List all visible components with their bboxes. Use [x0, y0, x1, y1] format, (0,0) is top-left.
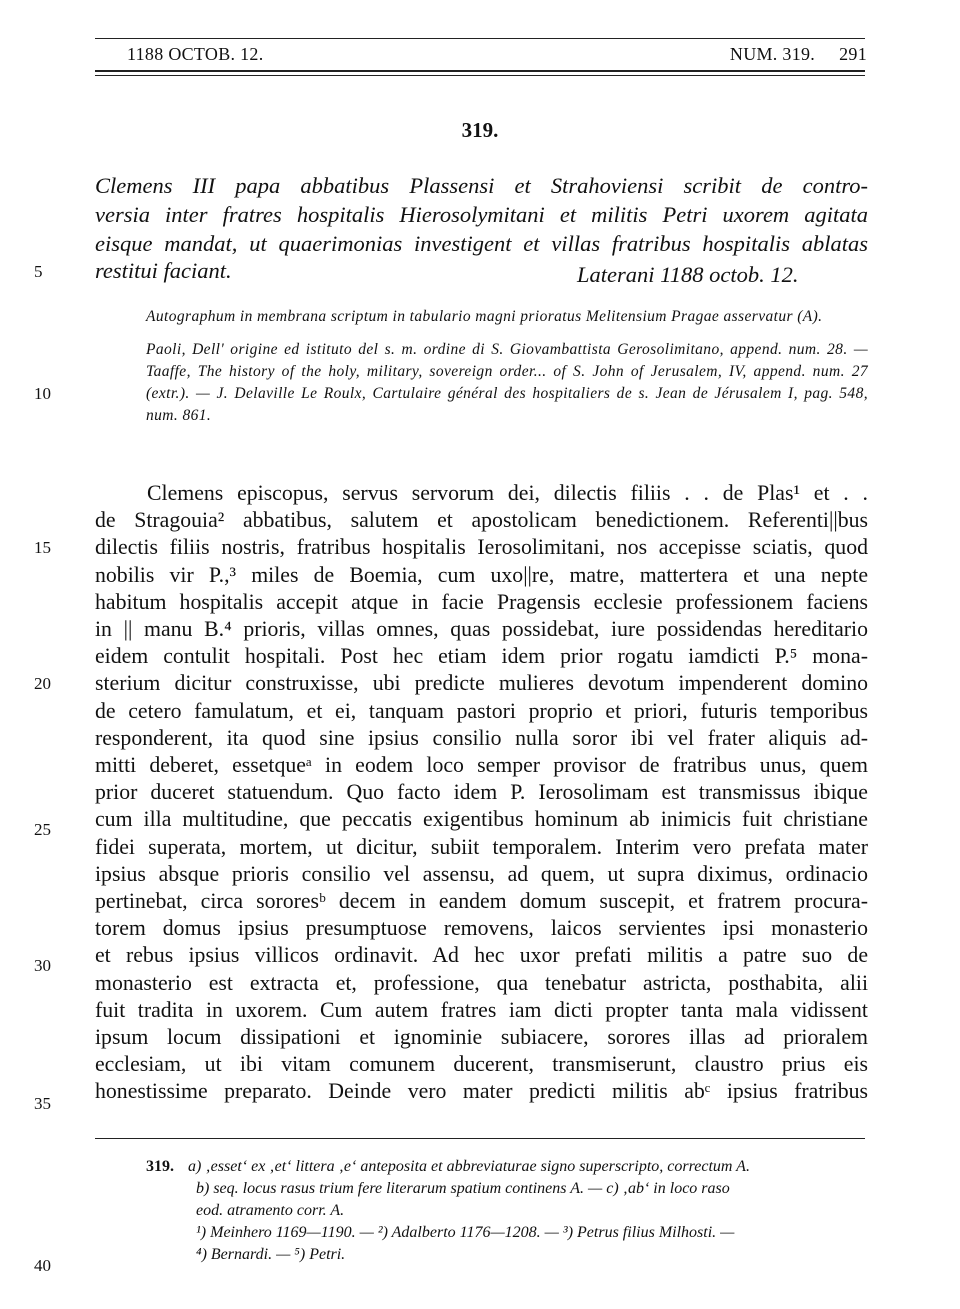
text-line: mitti deberet, essetqueᵃ in eodem loco semper provisor de fratribus unus, quem	[95, 753, 868, 778]
text-line: sterium dicitur construxisse, ubi predicte mulieres devotum impenderent domino	[95, 671, 868, 696]
source-note: Autographum in membrana scriptum in tabulario magni prioratus Melitensium Pragae asservatur (A).	[146, 308, 823, 325]
text-line: eidem contulit hospitali. Post hec etiam idem prior rogatu iamdicti P.⁵ mona-	[95, 644, 868, 669]
footnote-rule	[95, 1138, 865, 1139]
line-number: 5	[34, 262, 43, 281]
text-line: pertinebat, circa sororesᵇ decem in eandem domum suscepit, et fratrem procura-	[95, 889, 868, 914]
text-line: prior duceret statuendum. Quo facto idem P. Ierosolimam est transmissus ibique	[95, 780, 868, 805]
text-line: ipsum locum dissipationi et ignominie subiacere, sorores illas ad prioralem	[95, 1025, 868, 1050]
text-line: responderent, ita quod sine ipsius consilio nulla soror ibi vel frater aliquis ad-	[95, 725, 868, 750]
footnotes	[146, 1156, 868, 1266]
text-line: in || manu B.⁴ prioris, villas omnes, quas possidebat, iure possidendas hereditario	[95, 617, 868, 642]
text-line: torem domus ipsius presumptuose removens, laicos servientes ipsi monasterio	[95, 916, 868, 941]
text-line: dilectis filiis nostris, fratribus hospitalis Ierosolimitani, nos accepisse sciatis, quod	[95, 535, 868, 560]
summary-line: eisque mandat, ut quaerimonias investigent et villas fratribus hospitalis ablatas	[95, 231, 868, 256]
line-number: 40	[34, 1256, 51, 1275]
text-line: ecclesiam, ut ibi vitam comunem ducerent, transmiserunt, claustro prius eis	[95, 1052, 868, 1077]
header-rule-bottom	[95, 70, 865, 72]
summary-final-text: restitui faciant.	[95, 258, 232, 283]
text-line: et rebus ipsius villicos ordinavit. Ad hec uxor prefati militis a patre suo de	[95, 943, 868, 968]
text-line: habitum hospitalis accepit atque in facie Pragensis ecclesie professionem faciens	[95, 589, 868, 614]
footnote-line: b) seq. locus rasus trium fere literarum spatium continens A. — c) ‚ab‘ in loco raso	[196, 1180, 730, 1197]
footnote-text: a) ‚esset‘ ex ‚et‘ littera ‚e‘ anteposita et abbreviaturae signo superscripto, correctum A.	[188, 1158, 750, 1175]
text-line: Clemens episcopus, servus servorum dei, dilectis filiis . . de Plas¹ et . .	[147, 481, 868, 505]
line-number: 35	[34, 1094, 51, 1113]
line-number: 10	[34, 384, 51, 403]
footnote-line: ⁴) Bernardi. — ⁵) Petri.	[196, 1246, 346, 1263]
text-line: ipsius absque prioris consilio vel assensu, ad quem, ut supra diximus, ordinacio	[95, 861, 868, 886]
footnote-line: ¹) Meinhero 1169—1190. — ²) Adalberto 1176—1208. — ³) Petrus filius Milhosti. —	[196, 1224, 735, 1241]
text-line: de Stragouia² abbatibus, salutem et apostolicam benedictionem. Referenti||bus	[95, 508, 868, 533]
running-header	[127, 44, 867, 70]
summary-line: versia inter fratres hospitalis Hierosolymitani et militis Petri uxorem agitata	[95, 202, 868, 227]
place-date: Laterani 1188 octob. 12.	[577, 262, 799, 287]
page-number: 291	[839, 44, 867, 64]
header-right	[706, 44, 867, 65]
header-rule-bottom-2	[95, 75, 865, 76]
main-text	[95, 480, 868, 1106]
text-line: monasterio est extracta et, professione, qua tenebatur astricta, posthabita, alii	[95, 970, 868, 995]
text-line: nobilis vir P.,³ miles de Boemia, cum uxo||re, matre, mattertera et una nepte	[95, 562, 868, 587]
line-number: 20	[34, 674, 51, 693]
text-line: fidei superata, mortem, ut dicitur, subiit temporalem. Interim vero prefata mater	[95, 834, 868, 859]
header-date: 1188 OCTOB. 12.	[127, 44, 264, 64]
text-line: honestissime preparato. Deinde vero mater predicti militis abᶜ ipsius fratribus	[95, 1079, 868, 1104]
summary-last-line	[95, 258, 868, 287]
header-rule-top	[95, 38, 865, 39]
line-number: 25	[34, 820, 51, 839]
footnote-line	[146, 1156, 868, 1178]
line-number: 15	[34, 538, 51, 557]
text-line: cum illa multitudine, que peccatis exigentibus hominum ab inimicis fuit christiane	[95, 807, 868, 832]
source-notes	[146, 306, 868, 427]
footnote-line: eod. atramento corr. A.	[196, 1202, 345, 1219]
source-note: Paoli, Dell' origine ed istituto del s. m. ordine di S. Giovambattista Gerosolimitano, append. num. 28. — Taaffe, The history of the holy, military, sovereign order... of S. John of Jerusalem, IV, append. num. 27 (extr.). — J. Delaville Le Roulx, Cartulaire général des hospitaliers de s. Jean de Jérusalem I, pag. 548, num. 861.	[146, 341, 868, 424]
header-num: NUM. 319.	[729, 44, 816, 64]
summary-line: Clemens III papa abbatibus Plassensi et Strahoviensi scribit de contro-	[95, 173, 868, 198]
text-line: de cetero famulatum, et ei, tanquam pastori proprio et priori, futuris temporibus	[95, 698, 868, 723]
text-line: fuit tradita in uxorem. Cum autem fratres iam dicti propter tanta mala vidissent	[95, 997, 868, 1022]
document-number: 319.	[461, 118, 499, 142]
line-number: 30	[34, 956, 51, 975]
footnote-label: 319.	[146, 1158, 174, 1175]
